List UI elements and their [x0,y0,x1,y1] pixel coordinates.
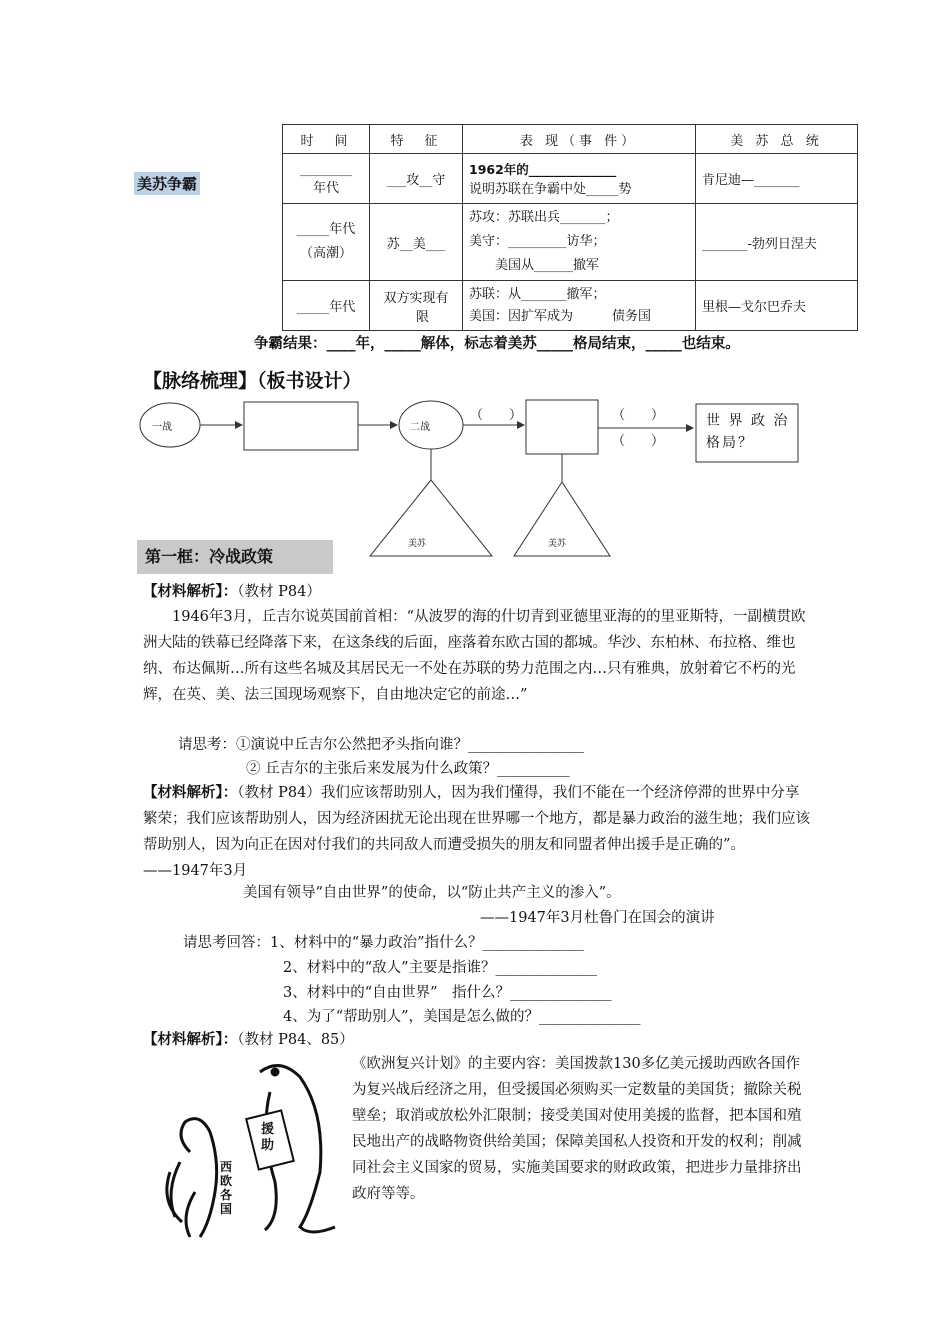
rivalry-tag: 美苏争霸 [134,172,200,195]
m2-line2: 美国有领导“自由世界”的使命，以“防止共产主义的渗入”。 [243,885,621,901]
triangle-2-label [548,536,566,542]
final-label: 世 界 政 治格局？ [706,413,790,451]
row1-leaders: 肯尼迪—_______ [696,154,858,204]
m1-header: 【材料解析】：（教材 P84） [143,583,321,600]
node-ww2-label: 二战 [410,422,430,433]
header-leaders: 美 苏 总 统 [696,125,858,154]
node-ww2 [399,401,463,449]
row1-feature: ___攻__守 [370,154,463,204]
m1-q2: ② 丘吉尔的主张后来发展为什么政策？__________ [246,761,570,777]
node-ww1-label: 一战 [152,422,172,433]
m1-text: 1946年3月，丘吉尔说英国前首相：“从波罗的海的什切青到亚德里亚海的的里亚斯特，一副横贯欧洲大陆的铁幕已经降落下来，在这条线的后面，座落着东欧古国的都城。华沙、东柏林、布拉格、维也纳、布达佩斯…所有这些名城及其居民无一不处在苏联的势力范围之内…只有雅典，放射着它不朽的光辉，在英、美、法三国现场观察下，自由地决定它的前途…” [143,609,806,703]
header-events: 表 现（事 件） [463,125,696,154]
outline-title: 【脉络梳理】（板书设计） [143,370,362,392]
m2-q3: 3、材料中的“自由世界” 指什么？______________ [283,985,612,1001]
box-2 [526,400,598,454]
marshall-plan-cartoon [160,1052,345,1247]
paren-3: （ ） [612,434,665,449]
row2-feature: 苏__美___ [370,204,463,281]
triangle-1 [370,480,492,556]
row3-leaders: 里根—戈尔巴乔夫 [696,281,858,331]
row2-time: _____年代 （高潮） [283,204,370,281]
row1-time: ________ 年代 [283,154,370,204]
row2-events: 苏攻：苏联出兵_______； 美守：_________访华； 美国从______撤军 [463,204,696,281]
cartoon-rooster [181,1119,217,1237]
m3-text: 《欧洲复兴计划》的主要内容：美国拨款130多亿美元援助西欧各国作为复兴战后经济之用，但受援国必须购买一定数量的美国货；撤除关税壁垒；取消或放松外汇限制；接受美国对使用美援的监督，把本国和殖民地出产的战略物资供给美国；保障美国私人投资和开发的权利；削减同社会主义国家的贸易，实施美国要求的财政政策，把进步力量排挤出政府等等。 [352,1056,802,1202]
row3-feature: 双方实现有 限 [370,281,463,331]
m2-q1: 请思考回答：1、材料中的“暴力政治”指什么？______________ [183,935,585,951]
rivalry-result: 争霸结果：____年，_____解体，标志着美苏_____格局结束，_____也结束。 [254,335,740,352]
row3-time: _____年代 [283,281,370,331]
m3-header: 【材料解析】：（教材 P84、85） [143,1031,354,1048]
cartoon-sign-text: 援助 [261,1122,275,1153]
m2-q2: 2、材料中的“敌人”主要是指谁？______________ [283,960,598,976]
row2-leaders: _______-勃列日涅夫 [696,204,858,281]
cartoon-rodent-eye [272,1069,278,1075]
m2-text: 【材料解析】：（教材 P84）我们应该帮助别人，因为我们懂得，我们不能在一个经济停滞的世界中分享繁荣；我们应该帮助别人，因为经济困扰无论出现在世界哪一个地方，都是暴力政治的滋生地；我们应该帮助别人，因为向正在因对付我们的共同敌人而遭受损失的朋友和同盟者伸出援手是正确的”。 ——1947年3月 [143,784,810,879]
cartoon-rooster-tail [167,1162,182,1222]
box-1 [244,402,358,450]
row3-events: 苏联：从_______撤军； 美国：因扩军成为 债务国 [463,281,696,331]
m1-q1: 请思考：①演说中丘吉尔公然把矛头指向谁？________________ [178,737,584,753]
m2-q4: 4、为了“帮助别人”，美国是怎么做的？______________ [283,1009,641,1025]
paren-2: （ ） [612,408,665,423]
paren-1: （ ） [470,408,523,423]
header-time: 时 间 [283,125,370,154]
cartoon-country-label: 西欧各国 [220,1160,233,1216]
section-title: 第一框：冷战政策 [137,540,333,574]
row1-events: 1962年的______________ 说明苏联在争霸中处_____势 [463,154,696,204]
m2-line3: ——1947年3月杜鲁门在国会的演讲 [480,910,715,926]
triangle-1-label [408,536,426,542]
header-feature: 特 征 [370,125,463,154]
